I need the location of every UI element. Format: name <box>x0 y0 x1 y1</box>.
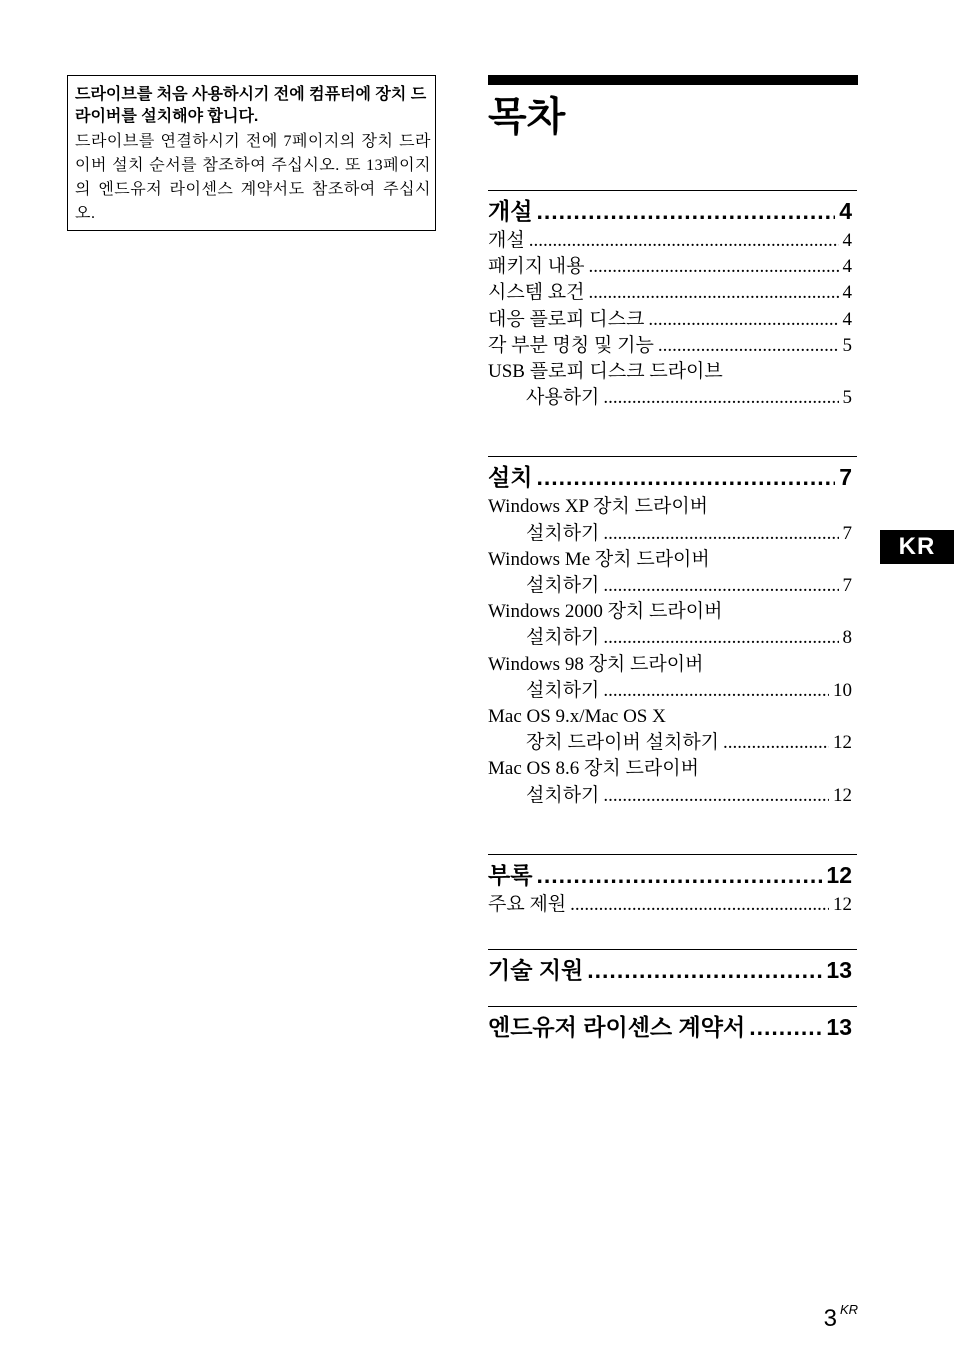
entry-title: USB 플로피 디스크 드라이브 <box>488 361 723 383</box>
entry-title: Windows XP 장치 드라이버 <box>488 496 709 518</box>
section-heading[interactable] <box>488 193 852 229</box>
section-title: 엔드유저 라이센스 계약서 <box>488 1014 746 1041</box>
section-page: 13 <box>826 1014 852 1041</box>
section-page: 7 <box>839 464 852 491</box>
entry-page: 4 <box>842 256 852 278</box>
entry-title-cont: 장치 드라이버 설치하기 <box>526 732 720 754</box>
dot-leader <box>536 857 822 893</box>
dot-leader <box>603 783 829 809</box>
entry-page: 7 <box>842 522 852 544</box>
entry-title: Windows Me 장치 드라이버 <box>488 548 710 570</box>
toc-entry[interactable] <box>488 892 852 918</box>
dot-leader <box>587 952 822 988</box>
entry-page: 10 <box>833 679 852 701</box>
page-number <box>824 1302 858 1333</box>
entry-title: 각 부분 명칭 및 기능 <box>488 334 654 356</box>
toc-entry[interactable] <box>488 494 852 546</box>
toc-entry[interactable] <box>488 333 852 359</box>
toc-entry[interactable] <box>488 652 852 704</box>
section-page: 13 <box>826 957 852 984</box>
section-page: 12 <box>826 861 852 888</box>
toc-entry[interactable] <box>488 547 852 599</box>
entry-title: Mac OS 9.x/Mac OS X <box>488 706 666 728</box>
section-heading[interactable] <box>488 952 852 988</box>
toc-entry[interactable] <box>488 704 852 756</box>
entry-title-cont: 설치하기 <box>526 575 600 597</box>
section-heading[interactable] <box>488 459 852 495</box>
toc-section <box>488 1006 857 1045</box>
notice-box <box>67 75 436 231</box>
section-heading[interactable] <box>488 1009 852 1045</box>
dot-leader <box>603 521 838 547</box>
entry-page: 8 <box>842 627 852 649</box>
section-title: 기술 지원 <box>488 957 584 984</box>
notice-body: 드라이브를 연결하시기 전에 7페이지의 장치 드라이버 설치 순서를 참조하여 주십시오. 또 13페이지의 엔드유저 라이센스 계약서도 참조하여 주십시오. <box>75 133 431 222</box>
entry-title: 패키지 내용 <box>488 256 585 278</box>
entry-page: 4 <box>842 282 852 304</box>
toc-section <box>488 190 857 411</box>
entry-title: 개설 <box>488 230 525 251</box>
dot-leader <box>589 254 839 280</box>
toc-entry[interactable] <box>488 254 852 280</box>
dot-leader <box>648 307 838 333</box>
page-number-suffix: KR <box>839 1302 858 1317</box>
toc-entry[interactable] <box>488 280 852 306</box>
entry-title-cont: 설치하기 <box>526 679 600 701</box>
section-title: 개설 <box>488 198 533 224</box>
section-page: 4 <box>839 198 852 224</box>
entry-page: 4 <box>842 230 852 251</box>
entry-page: 12 <box>833 784 852 806</box>
entry-title-cont: 설치하기 <box>526 627 600 649</box>
toc-entry[interactable] <box>488 359 852 411</box>
dot-leader <box>603 573 838 599</box>
entry-title: Windows 2000 장치 드라이버 <box>488 601 723 623</box>
toc-entry[interactable] <box>488 599 852 651</box>
section-title: 부록 <box>488 861 533 888</box>
toc-title: 목차 <box>488 95 566 139</box>
dot-leader <box>603 678 829 704</box>
dot-leader <box>529 228 839 254</box>
table-of-contents <box>488 75 858 1045</box>
page-number-value: 3 <box>823 1305 837 1332</box>
dot-leader <box>536 193 835 229</box>
title-rule <box>488 75 858 85</box>
entry-title: 시스템 요건 <box>488 282 585 304</box>
entry-page: 5 <box>842 387 852 409</box>
dot-leader <box>723 730 829 756</box>
toc-entry[interactable] <box>488 756 852 808</box>
section-heading[interactable] <box>488 857 852 893</box>
dot-leader <box>658 333 839 359</box>
entry-title: Mac OS 8.6 장치 드라이버 <box>488 758 699 780</box>
dot-leader <box>570 892 829 918</box>
toc-entry[interactable] <box>488 307 852 333</box>
entry-title: 대응 플로피 디스크 <box>488 308 645 330</box>
entry-page: 12 <box>833 893 852 915</box>
notice-title: 드라이브를 처음 사용하시기 전에 컴퓨터에 장치 드라이버를 설치해야 합니다. <box>75 86 427 125</box>
dot-leader <box>603 625 838 651</box>
entry-title-cont: 설치하기 <box>526 784 600 806</box>
entry-title: Windows 98 장치 드라이버 <box>488 653 704 675</box>
entry-title: 주요 제원 <box>488 893 567 915</box>
entry-page: 4 <box>842 308 852 330</box>
entry-title-cont: 설치하기 <box>526 522 600 544</box>
toc-section <box>488 456 857 808</box>
entry-title-cont: 사용하기 <box>526 387 600 409</box>
entry-page: 7 <box>842 575 852 597</box>
dot-leader <box>589 280 839 306</box>
dot-leader <box>536 459 835 495</box>
dot-leader <box>603 385 838 411</box>
entry-page: 5 <box>842 334 852 356</box>
toc-section <box>488 854 857 918</box>
entry-page: 12 <box>833 732 852 754</box>
language-tab: KR <box>880 530 954 564</box>
dot-leader <box>749 1009 822 1045</box>
section-title: 설치 <box>488 464 533 491</box>
toc-entry[interactable] <box>488 228 852 254</box>
toc-section <box>488 949 857 988</box>
